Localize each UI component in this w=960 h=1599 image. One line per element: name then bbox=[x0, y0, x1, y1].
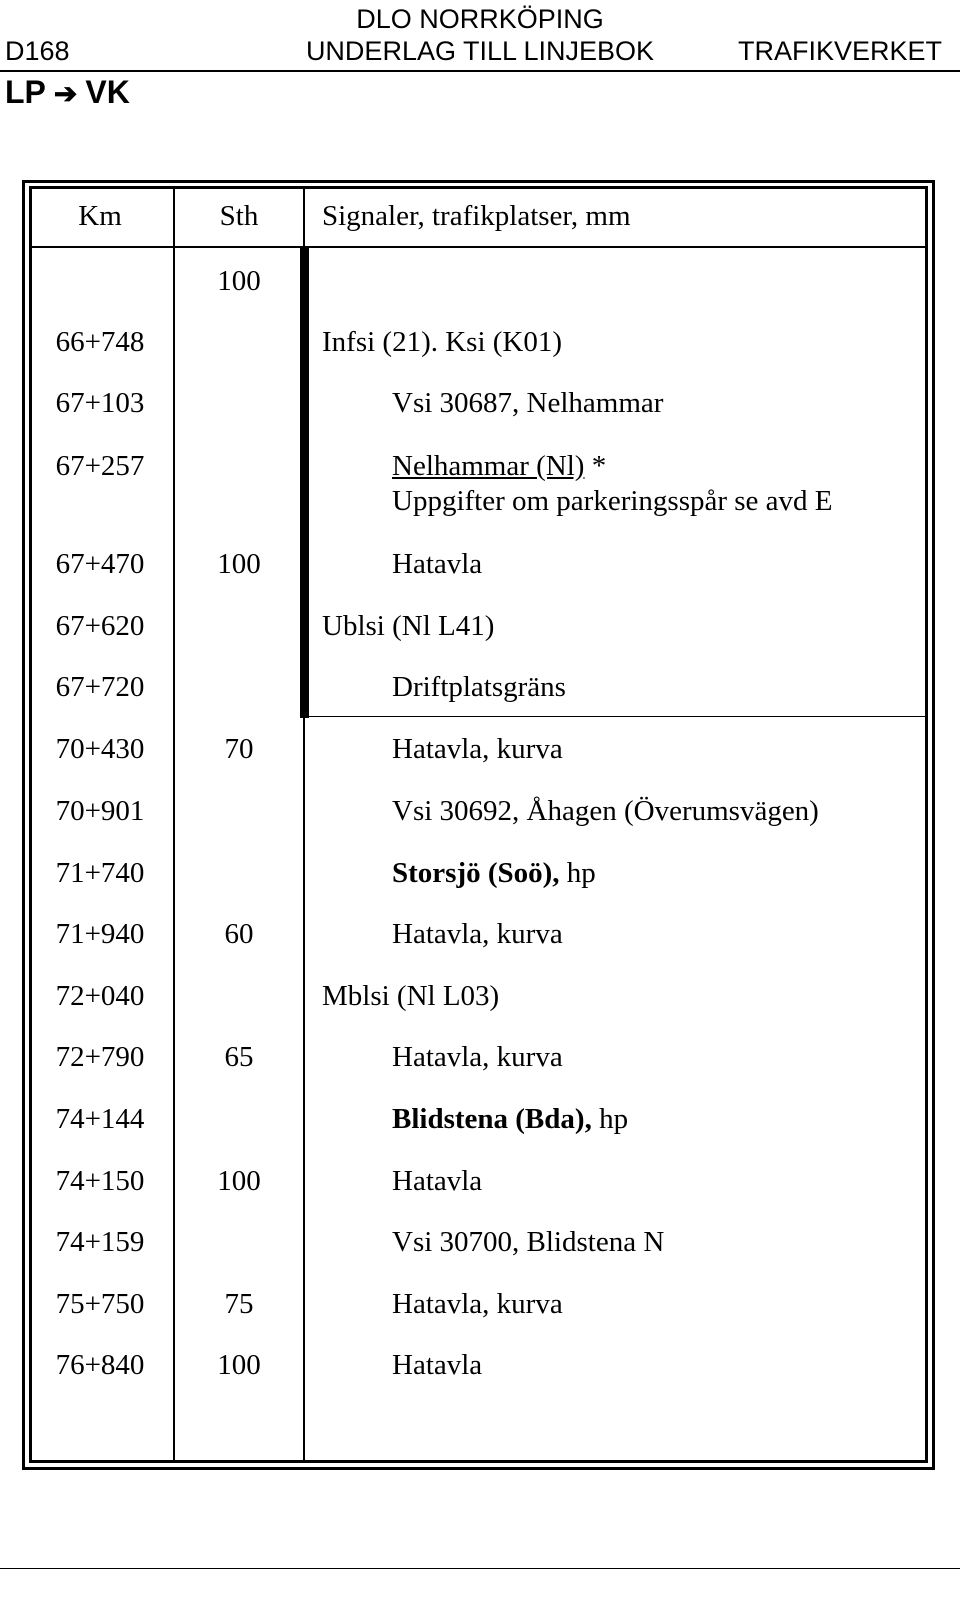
station-cell bbox=[392, 857, 596, 889]
signal-cell: Driftplatsgräns bbox=[392, 671, 566, 703]
sth-cell: 70 bbox=[224, 733, 254, 765]
sth-cell: 75 bbox=[224, 1288, 254, 1320]
station-cell bbox=[392, 1103, 628, 1135]
signal-cell: Vsi 30700, Blidstena N bbox=[392, 1226, 665, 1258]
header-row-divider bbox=[29, 246, 928, 248]
km-cell: 72+040 bbox=[55, 980, 145, 1012]
signal-cell: Hatavla, kurva bbox=[392, 1288, 563, 1320]
km-cell: 71+940 bbox=[55, 918, 145, 950]
signal-cell: Hatavla, kurva bbox=[392, 918, 563, 950]
km-cell: 70+901 bbox=[55, 795, 145, 827]
document-title: DLO NORRKÖPING bbox=[356, 4, 604, 34]
km-cell: 76+840 bbox=[55, 1349, 145, 1381]
document-code: D168 bbox=[5, 36, 70, 66]
route-heading bbox=[5, 74, 130, 112]
km-cell: 70+430 bbox=[55, 733, 145, 765]
column-header-sth: Sth bbox=[219, 200, 259, 232]
km-cell: 71+740 bbox=[55, 857, 145, 889]
column-header-signals: Signaler, trafikplatser, mm bbox=[322, 200, 631, 232]
signal-cell: Hatavla bbox=[392, 548, 483, 580]
sth-cell: 100 bbox=[217, 1349, 261, 1381]
km-cell: 67+620 bbox=[55, 610, 145, 642]
station-type: hp bbox=[559, 857, 596, 889]
km-cell: 67+103 bbox=[55, 387, 145, 419]
signal-cell: Ublsi (Nl L41) bbox=[322, 610, 495, 642]
sth-cell: 65 bbox=[224, 1041, 254, 1073]
km-cell: 74+144 bbox=[55, 1103, 145, 1135]
station-mark: * bbox=[584, 450, 607, 482]
signal-cell: Vsi 30692, Åhagen (Överumsvägen) bbox=[392, 795, 819, 827]
km-cell: 67+257 bbox=[55, 450, 145, 482]
footer-divider bbox=[0, 1568, 960, 1569]
km-cell: 75+750 bbox=[55, 1288, 145, 1320]
route-to: VK bbox=[85, 74, 130, 110]
signal-cell: Mblsi (Nl L03) bbox=[322, 980, 500, 1012]
km-cell: 72+790 bbox=[55, 1041, 145, 1073]
sth-cell: 60 bbox=[224, 918, 254, 950]
km-cell: 67+720 bbox=[55, 671, 145, 703]
header-divider bbox=[0, 70, 960, 72]
station-name: Storsjö (Soö), bbox=[392, 857, 560, 889]
km-cell: 74+150 bbox=[55, 1165, 145, 1197]
signal-cell: Infsi (21). Ksi (K01) bbox=[322, 326, 563, 358]
station-cell bbox=[392, 450, 606, 482]
station-note: Uppgifter om parkeringsspår se avd E bbox=[392, 485, 833, 517]
organization-name: TRAFIKVERKET bbox=[737, 36, 942, 66]
sth-cell: 100 bbox=[217, 1165, 261, 1197]
km-cell: 66+748 bbox=[55, 326, 145, 358]
route-from: LP bbox=[5, 74, 46, 110]
km-cell: 67+470 bbox=[55, 548, 145, 580]
station-area-bar bbox=[300, 248, 309, 718]
document-subtitle: UNDERLAG TILL LINJEBOK bbox=[305, 36, 655, 66]
initial-speed: 100 bbox=[217, 265, 261, 297]
station-area-end-line bbox=[304, 716, 928, 717]
signal-cell: Hatavla, kurva bbox=[392, 1041, 563, 1073]
signal-cell: Vsi 30687, Nelhammar bbox=[392, 387, 664, 419]
station-type: hp bbox=[591, 1103, 629, 1135]
signal-cell: Hatavla bbox=[392, 1165, 483, 1197]
km-cell: 74+159 bbox=[55, 1226, 145, 1258]
arrow-right-icon: ➔ bbox=[53, 78, 78, 109]
signal-cell: Hatavla bbox=[392, 1349, 483, 1381]
station-name: Blidstena (Bda), bbox=[392, 1103, 592, 1135]
column-header-km: Km bbox=[78, 200, 122, 232]
station-name: Nelhammar (Nl) bbox=[392, 450, 585, 482]
signal-cell: Hatavla, kurva bbox=[392, 733, 563, 765]
sth-cell: 100 bbox=[217, 548, 261, 580]
